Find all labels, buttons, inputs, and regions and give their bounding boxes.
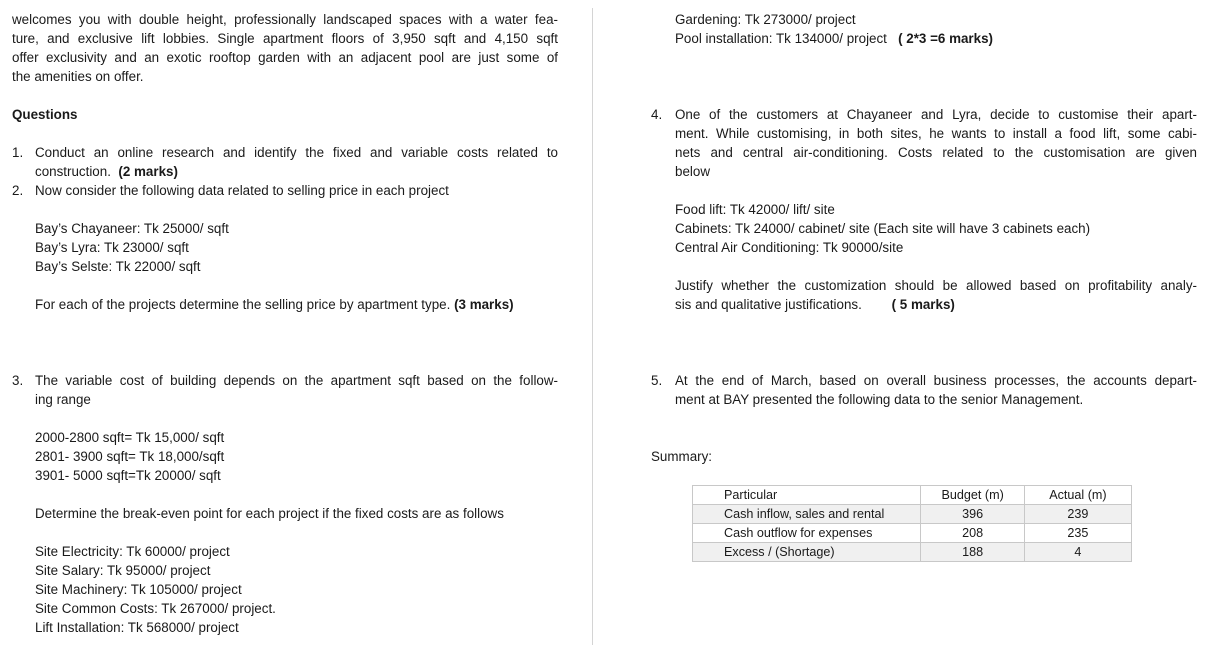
q2-number: 2. (12, 183, 24, 198)
q3-number: 3. (12, 373, 24, 388)
q2-price-selste: Bay’s Selste: Tk 22000/ sqft (35, 259, 201, 274)
q4-line-2: ment. While customising, in both sites, he wants to install a food lift, some cabi- (675, 126, 1197, 141)
row-budget: 208 (921, 524, 1024, 543)
table-row (693, 524, 1132, 543)
intro-line-4: the amenities on offer. (12, 69, 144, 84)
q5-line-2: ment at BAY presented the following data to the senior Management. (675, 392, 1084, 407)
q4-instruction-2-text: sis and qualitative justifications. (675, 297, 862, 312)
row-actual: 235 (1024, 524, 1131, 543)
fixed-cost-pool (675, 29, 993, 48)
q1-line-2 (35, 162, 178, 181)
questions-heading: Questions (12, 107, 78, 122)
fixed-cost-lift: Lift Installation: Tk 568000/ project (35, 620, 239, 635)
q2-instruction (35, 295, 514, 314)
q4-marks: ( 5 marks) (891, 297, 955, 312)
summary-table (692, 485, 1132, 562)
q3-marks: ( 2*3 =6 marks) (898, 31, 993, 46)
intro-line-2: ture, and exclusive lift lobbies. Single apartment floors of 3,950 sqft and 4,150 sqft (12, 31, 558, 46)
q4-instruction-2 (675, 295, 955, 314)
q2-marks: (3 marks) (454, 297, 514, 312)
q5-line-1: At the end of March, based on overall business processes, the accounts depart- (675, 373, 1197, 388)
table-row (693, 543, 1132, 562)
row-budget: 396 (921, 505, 1024, 524)
q4-line-4: below (675, 164, 710, 179)
q3-line-2: ing range (35, 392, 91, 407)
q1-marks: (2 marks) (118, 164, 178, 179)
q4-cost-cabinets: Cabinets: Tk 24000/ cabinet/ site (Each site will have 3 cabinets each) (675, 221, 1091, 236)
q2-line-1: Now consider the following data related to selling price in each project (35, 183, 449, 198)
header-particular: Particular (693, 486, 921, 505)
row-particular: Excess / (Shortage) (693, 543, 921, 562)
q3-line-1: The variable cost of building depends on the apartment sqft based on the follow- (35, 373, 558, 388)
q4-instruction-1: Justify whether the customization should be allowed based on profitability analy- (675, 278, 1197, 293)
q3-range-1: 2000-2800 sqft= Tk 15,000/ sqft (35, 430, 225, 445)
q2-price-lyra: Bay’s Lyra: Tk 23000/ sqft (35, 240, 189, 255)
fixed-cost-machinery: Site Machinery: Tk 105000/ project (35, 582, 242, 597)
row-particular: Cash outflow for expenses (693, 524, 921, 543)
q2-instruction-text: For each of the projects determine the selling price by apartment type. (35, 297, 451, 312)
q3-range-3: 3901- 5000 sqft=Tk 20000/ sqft (35, 468, 221, 483)
q4-number: 4. (651, 107, 663, 122)
q3-instruction: Determine the break-even point for each project if the fixed costs are as follows (35, 506, 504, 521)
q4-line-3: nets and central air-conditioning. Costs related to the customisation are given (675, 145, 1197, 160)
fixed-cost-gardening: Gardening: Tk 273000/ project (675, 12, 856, 27)
table-header-row (693, 486, 1132, 505)
q1-line-1: Conduct an online research and identify the fixed and variable costs related to (35, 145, 558, 160)
q3-range-2: 2801- 3900 sqft= Tk 18,000/sqft (35, 449, 225, 464)
row-actual: 239 (1024, 505, 1131, 524)
fixed-cost-electricity: Site Electricity: Tk 60000/ project (35, 544, 230, 559)
summary-label: Summary: (651, 449, 713, 464)
row-particular: Cash inflow, sales and rental (693, 505, 921, 524)
q4-cost-food-lift: Food lift: Tk 42000/ lift/ site (675, 202, 835, 217)
fixed-cost-pool-text: Pool installation: Tk 134000/ project (675, 31, 887, 46)
q4-line-1: One of the customers at Chayaneer and Lyra, decide to customise their apart- (675, 107, 1197, 122)
fixed-cost-salary: Site Salary: Tk 95000/ project (35, 563, 211, 578)
header-actual: Actual (m) (1024, 486, 1131, 505)
intro-line-3: offer exclusivity and an exotic rooftop garden with an adjacent pool are just some of (12, 50, 558, 65)
fixed-cost-common: Site Common Costs: Tk 267000/ project. (35, 601, 276, 616)
q1-text: construction. (35, 164, 111, 179)
q5-number: 5. (651, 373, 663, 388)
header-budget: Budget (m) (921, 486, 1024, 505)
page-divider (592, 8, 593, 645)
q1-number: 1. (12, 145, 24, 160)
q2-price-chayaneer: Bay’s Chayaneer: Tk 25000/ sqft (35, 221, 229, 236)
row-actual: 4 (1024, 543, 1131, 562)
row-budget: 188 (921, 543, 1024, 562)
q4-cost-ac: Central Air Conditioning: Tk 90000/site (675, 240, 904, 255)
table-row (693, 505, 1132, 524)
intro-line-1: welcomes you with double height, professionally landscaped spaces with a water fea- (12, 12, 558, 27)
